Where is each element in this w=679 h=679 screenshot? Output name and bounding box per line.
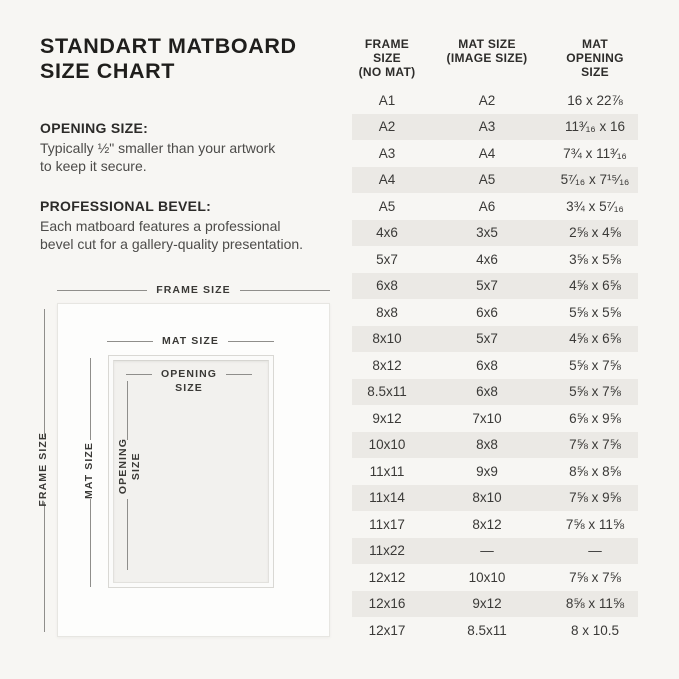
table-cell: 5x7: [476, 331, 498, 347]
table-row: [352, 273, 638, 300]
mat-size-vertical-label: MAT SIZE: [83, 442, 95, 500]
professional-bevel-body-line1: Each matboard features a professional: [40, 218, 281, 234]
table-cell: 11x22: [369, 543, 405, 559]
table-row: [352, 114, 638, 141]
table-cell: 7¾ x 11³⁄₁₆: [563, 145, 627, 161]
table-cell: A1: [378, 92, 396, 108]
table-cell: 6x8: [476, 384, 498, 400]
table-cell: 7⅝ x 11⅝: [565, 516, 625, 532]
opening-size-label-line1: OPENING: [160, 368, 218, 380]
table-cell: 4⅝ x 6⅝: [569, 278, 621, 294]
table-cell: 6⅝ x 9⅝: [569, 410, 621, 426]
table-cell: 4x6: [376, 225, 398, 241]
professional-bevel-heading: PROFESSIONAL BEVEL:: [40, 198, 212, 214]
header-line: (IMAGE SIZE): [446, 51, 528, 65]
table-row: [352, 220, 638, 247]
table-cell: —: [588, 543, 602, 559]
table-cell: 3¾ x 5⁷⁄₁₆: [566, 198, 624, 214]
table-cell: 3x5: [476, 225, 498, 241]
table-cell: 8x8: [476, 437, 498, 453]
table-cell: 10x10: [468, 569, 506, 585]
leader-line: [107, 341, 153, 342]
table-cell: 7x10: [472, 410, 502, 426]
opening-size-horizontal-label: [126, 367, 252, 381]
table-cell: A5: [478, 172, 496, 188]
table-cell: 5⅝ x 7⅝: [569, 384, 621, 400]
page-title-line2: SIZE CHART: [40, 59, 175, 83]
table-cell: 11³⁄₁₆ x 16: [564, 119, 626, 135]
column-header-mat-size: [422, 37, 552, 79]
table-cell: 8x10: [372, 331, 402, 347]
table-cell: —: [480, 543, 494, 559]
table-cell: A2: [378, 119, 396, 135]
table-cell: 11x17: [369, 516, 405, 532]
table-cell: A4: [378, 172, 396, 188]
table-cell: 5⁷⁄₁₆ x 7¹⁵⁄₁₆: [560, 172, 630, 188]
header-line: (NO MAT): [358, 65, 416, 79]
column-header-frame-size: [352, 37, 422, 79]
table-cell: 5x7: [476, 278, 498, 294]
table-cell: A6: [478, 198, 496, 214]
table-cell: 7⅝ x 7⅝: [569, 569, 621, 585]
frame-size-vertical-line-top: [44, 309, 45, 437]
table-cell: 5⅝ x 7⅝: [569, 357, 621, 373]
table-cell: 8⅝ x 11⅝: [565, 596, 625, 612]
table-cell: 8 x 10.5: [570, 622, 620, 638]
size-table-rows: [352, 87, 638, 644]
frame-size-vertical-line-bottom: [44, 502, 45, 632]
table-cell: 8x12: [472, 516, 502, 532]
header-line: FRAME SIZE: [364, 37, 410, 65]
table-row: [352, 538, 638, 565]
mat-size-vertical-line-bottom: [90, 499, 91, 587]
table-cell: 11x14: [369, 490, 405, 506]
opening-size-body-line2: to keep it secure.: [40, 158, 147, 174]
mat-size-label-text: MAT SIZE: [161, 335, 220, 347]
table-row: [352, 564, 638, 591]
table-cell: 8.5x11: [367, 384, 407, 400]
table-row: [352, 140, 638, 167]
table-cell: 7⅝ x 9⅝: [569, 490, 621, 506]
table-cell: 9x12: [472, 596, 502, 612]
table-cell: 10x10: [368, 437, 406, 453]
table-cell: 12x16: [368, 596, 406, 612]
column-header-mat-opening-size: [552, 37, 638, 79]
table-cell: 12x17: [368, 622, 406, 638]
opening-size-vertical-line2: SIZE: [130, 452, 142, 480]
leader-line: [226, 374, 252, 375]
table-row: [352, 326, 638, 353]
table-cell: 7⅝ x 7⅝: [569, 437, 621, 453]
table-cell: 6x8: [376, 278, 398, 294]
professional-bevel-body-line2: bevel cut for a gallery-quality presentation.: [40, 236, 304, 252]
opening-size-section: [40, 120, 340, 175]
page-title: [40, 34, 297, 84]
table-cell: A4: [478, 145, 496, 161]
table-row: [352, 379, 638, 406]
table-cell: A2: [478, 92, 496, 108]
table-cell: 6x6: [476, 304, 498, 320]
table-cell: 5⅝ x 5⅝: [569, 304, 621, 320]
table-cell: 8⅝ x 8⅝: [569, 463, 621, 479]
table-row: [352, 458, 638, 485]
leader-line: [57, 290, 147, 291]
leader-line: [240, 290, 330, 291]
table-row: [352, 246, 638, 273]
table-row: [352, 87, 638, 114]
opening-size-vertical-line1: OPENING: [117, 438, 129, 495]
table-cell: 16 x 22⅞: [567, 92, 623, 108]
opening-size-heading: OPENING SIZE:: [40, 120, 149, 136]
table-cell: 8x10: [472, 490, 502, 506]
header-line: SIZE: [581, 65, 609, 79]
table-cell: 2⅝ x 4⅝: [569, 225, 621, 241]
header-line: MAT OPENING: [566, 37, 624, 65]
opening-size-vertical-label: [117, 438, 143, 494]
table-cell: 4⅝ x 6⅝: [569, 331, 621, 347]
table-row: [352, 591, 638, 618]
frame-size-label-text: FRAME SIZE: [156, 284, 231, 296]
table-row: [352, 617, 638, 644]
table-row: [352, 485, 638, 512]
leader-line: [228, 341, 274, 342]
opening-size-body-line1: Typically ½" smaller than your artwork: [40, 140, 276, 156]
page-title-line1: STANDART MATBOARD: [40, 34, 297, 58]
table-cell: 3⅝ x 5⅝: [569, 251, 621, 267]
opening-size-vertical-line-bottom: [127, 499, 128, 570]
opening-size-vertical-line-top: [127, 381, 128, 440]
opening-size-label-line2: SIZE: [175, 382, 203, 394]
table-cell: 12x12: [368, 569, 406, 585]
leader-line: [126, 374, 152, 375]
table-row: [352, 167, 638, 194]
table-cell: 8x8: [376, 304, 398, 320]
size-table-header: [352, 37, 638, 79]
mat-size-vertical-line-top: [90, 358, 91, 440]
table-cell: 6x8: [476, 357, 498, 373]
table-cell: A3: [478, 119, 496, 135]
header-line: MAT SIZE: [458, 37, 516, 51]
table-row: [352, 352, 638, 379]
table-cell: 5x7: [376, 251, 398, 267]
table-cell: 9x12: [372, 410, 402, 426]
table-row: [352, 511, 638, 538]
mat-size-horizontal-label: [107, 334, 274, 348]
frame-size-vertical-label: FRAME SIZE: [37, 432, 49, 507]
frame-size-horizontal-label: [57, 283, 330, 297]
table-cell: A3: [378, 145, 396, 161]
table-cell: 8x12: [372, 357, 402, 373]
table-row: [352, 405, 638, 432]
professional-bevel-section: [40, 198, 340, 253]
table-cell: A5: [378, 198, 396, 214]
table-cell: 4x6: [476, 251, 498, 267]
table-row: [352, 432, 638, 459]
table-cell: 8.5x11: [467, 622, 507, 638]
table-row: [352, 299, 638, 326]
table-cell: 9x9: [476, 463, 498, 479]
table-cell: 11x11: [369, 463, 405, 479]
table-row: [352, 193, 638, 220]
